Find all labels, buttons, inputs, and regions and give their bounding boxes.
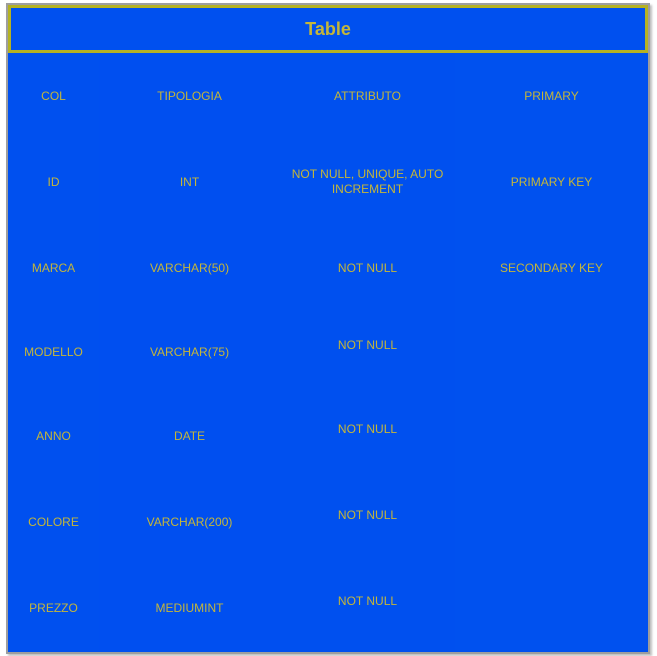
table-cell-primary: [455, 565, 648, 651]
table-cell-attributo: NOT NULL: [280, 225, 455, 311]
table-cell-attributo: NOT NULL: [280, 311, 455, 393]
table-cell-tipologia: VARCHAR(50): [99, 225, 280, 311]
table-cell-primary: PRIMARY KEY: [455, 139, 648, 225]
table-cell-tipologia: DATE: [99, 393, 280, 479]
header-attributo: ATTRIBUTO: [280, 53, 455, 139]
header-primary: PRIMARY: [455, 53, 648, 139]
table-cell-attributo: NOT NULL: [280, 479, 455, 565]
table-grid: [8, 53, 648, 651]
table-cell-col: ANNO: [8, 393, 99, 479]
table-cell-tipologia: VARCHAR(75): [99, 311, 280, 393]
header-col: COL: [8, 53, 99, 139]
table-cell-primary: SECONDARY KEY: [455, 225, 648, 311]
table-cell-col: PREZZO: [8, 565, 99, 651]
table-cell-primary: [455, 311, 648, 393]
table-cell-primary: [455, 393, 648, 479]
table-cell-primary: [455, 479, 648, 565]
table-shape[interactable]: [6, 3, 650, 654]
table-cell-attributo: NOT NULL: [280, 565, 455, 651]
table-cell-attributo: NOT NULL: [280, 393, 455, 479]
table-cell-tipologia: MEDIUMINT: [99, 565, 280, 651]
table-cell-col: MARCA: [8, 225, 99, 311]
table-title: Table: [8, 5, 648, 53]
table-cell-tipologia: VARCHAR(200): [99, 479, 280, 565]
table-cell-col: COLORE: [8, 479, 99, 565]
table-cell-tipologia: INT: [99, 139, 280, 225]
table-cell-attributo: NOT NULL, UNIQUE, AUTO INCREMENT: [280, 139, 455, 225]
table-cell-col: ID: [8, 139, 99, 225]
header-tipologia: TIPOLOGIA: [99, 53, 280, 139]
table-cell-col: MODELLO: [8, 311, 99, 393]
